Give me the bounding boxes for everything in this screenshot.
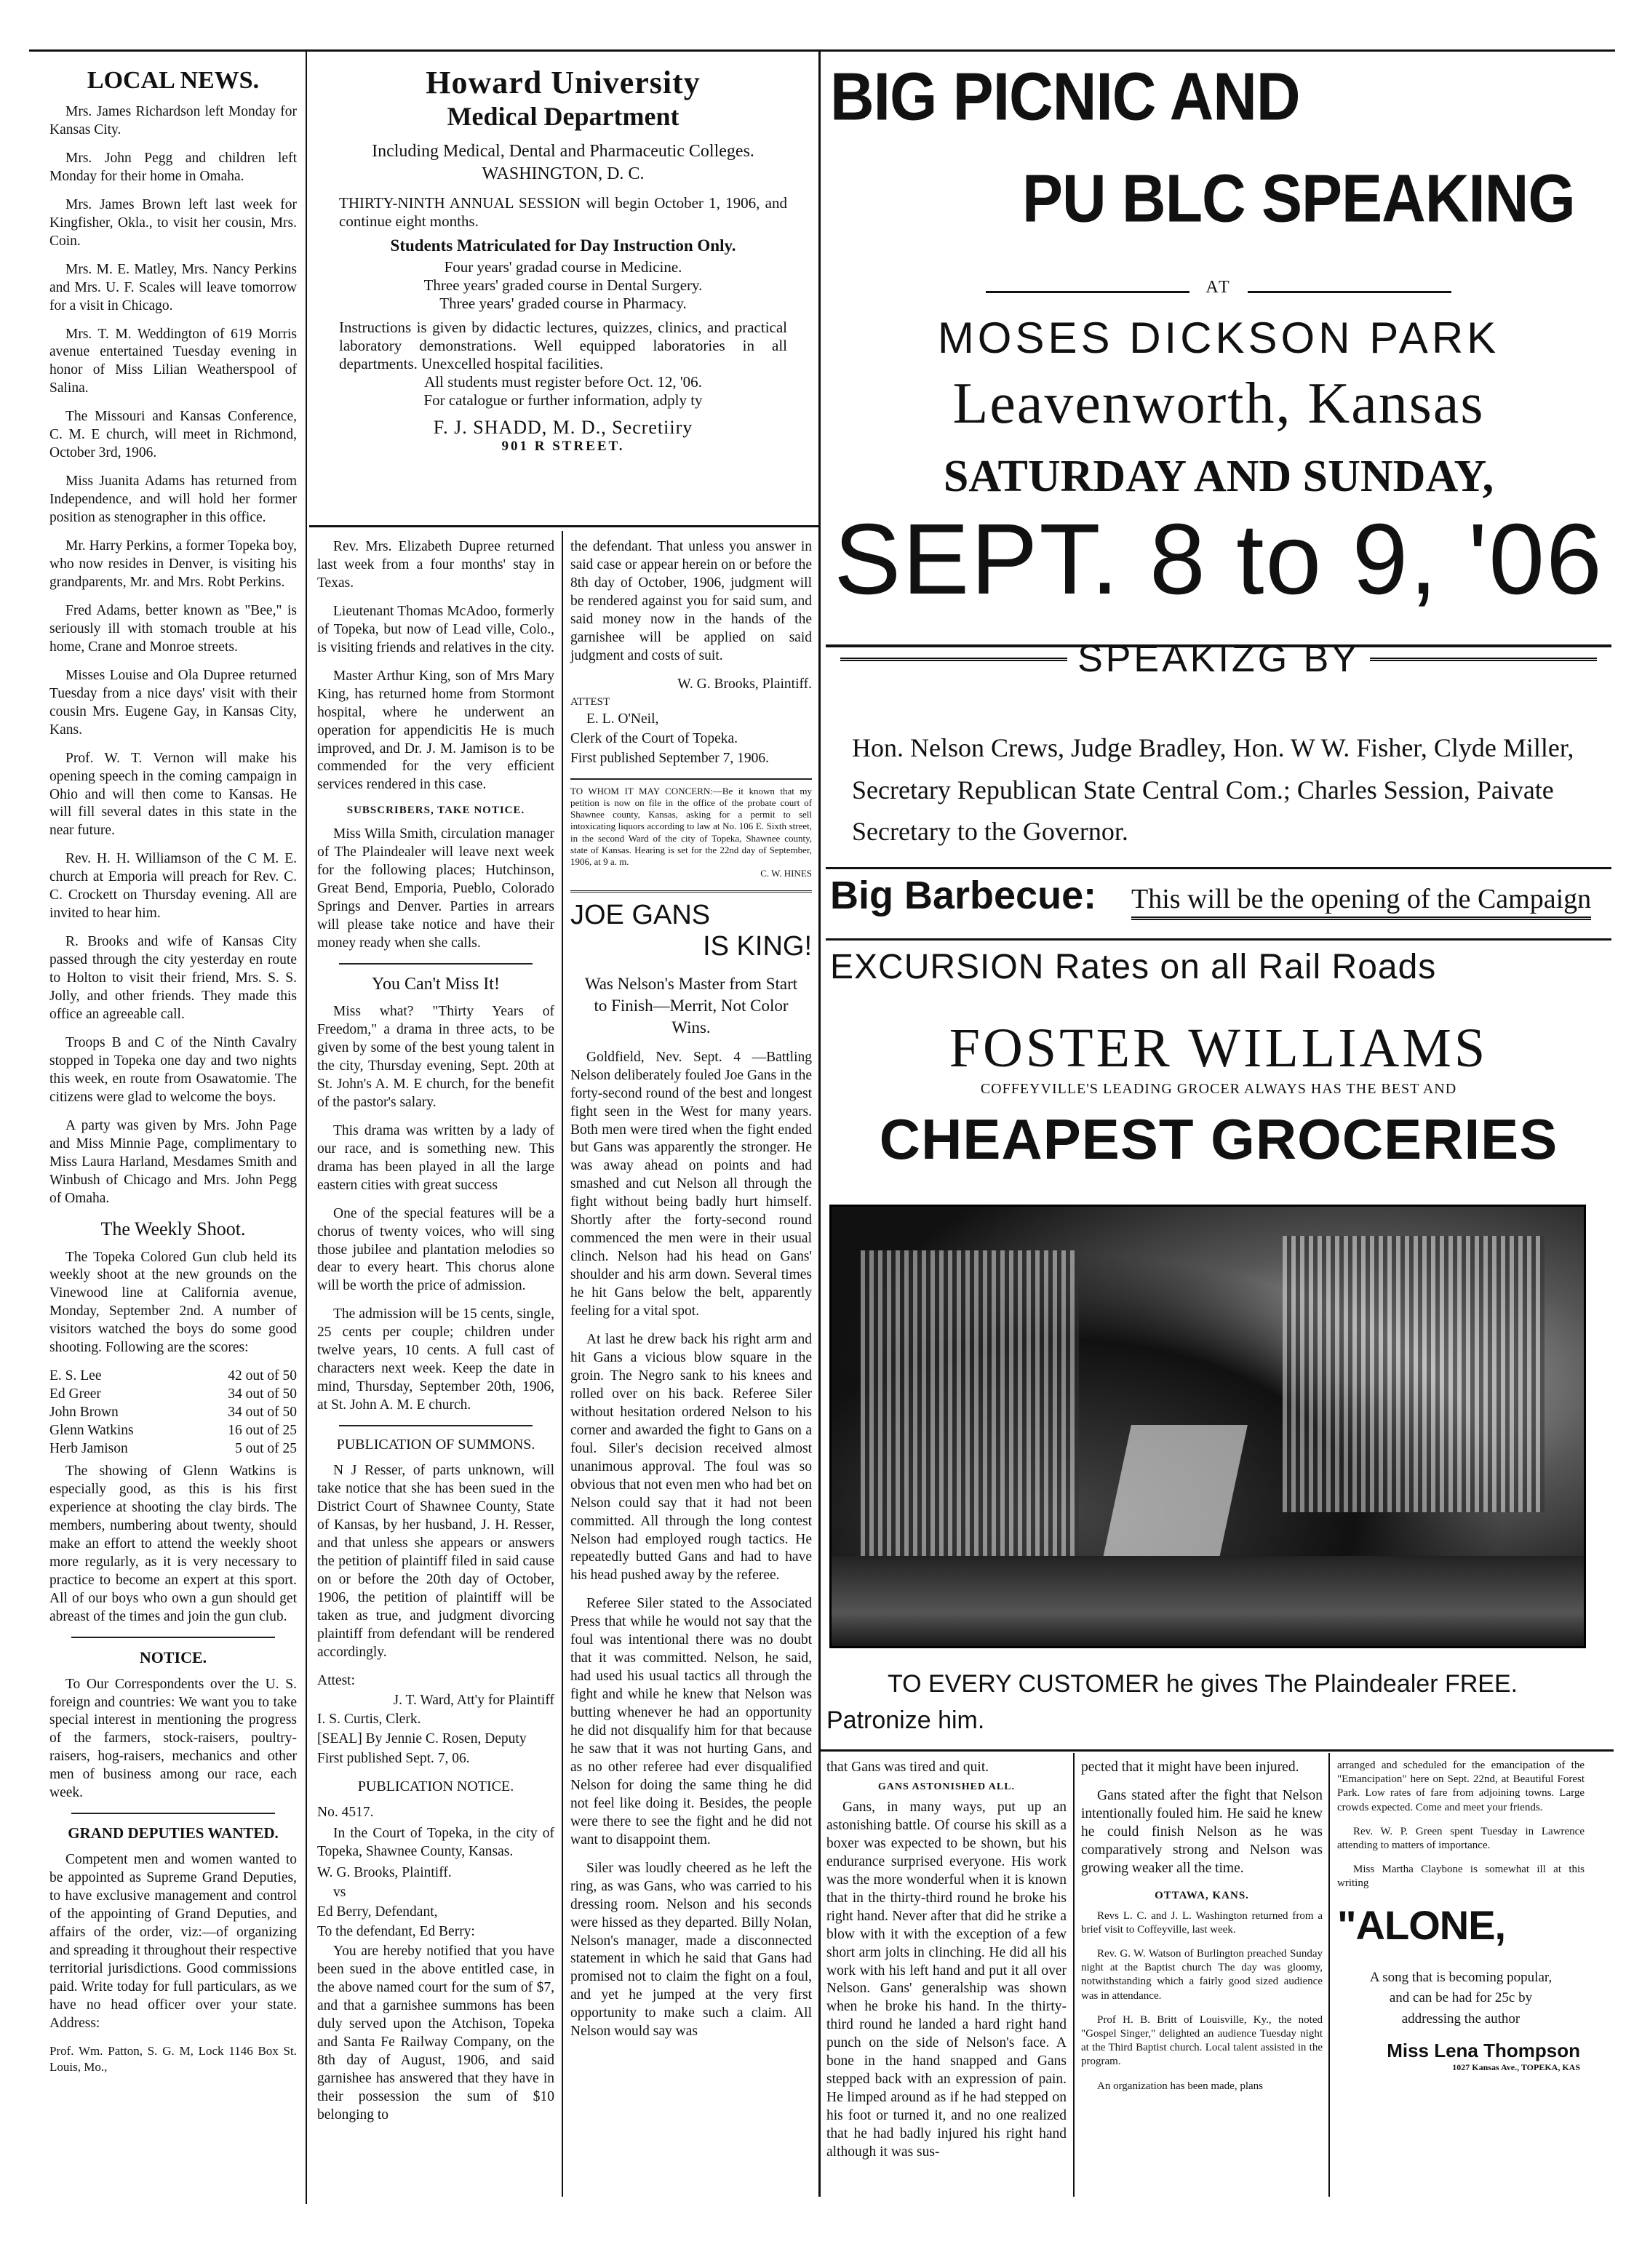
concern-notice: TO WHOM IT MAY CONCERN:—Be it known that my petition is now on file in the office of the probate court of Shawnee county, Kansas, asking for a permit to sell intoxicating liquors according to law at No. 106 E. Sixth street, in the second Ward of the city of Topeka, Shawnee county, state of Kansas. Hearing is set for the 22nd day of September, 1906, at 9 a. m.: [570, 785, 812, 868]
speaking-rule-right: [1370, 658, 1597, 661]
score-row: John Brown 34 out of 50: [49, 1405, 297, 1421]
article-paragraph: At last he drew back his right arm and hit Gans a vicious blow square in the groin. The Negro sank to his knees and rolled over on his back. Referee Siler without hesitation ordered Nelson to his corner and awarded the fight to Gans on a foul. Siler's decision received almost unanimous approval. The foul was so obvious that not even men who had bet on Nelson could say that it had not been committed. All through the long contest Nelson had employed rough tactics. He repeatedly butted Gans and had to have his head pushed away by the referee.: [570, 1332, 812, 1584]
foster-williams-ad: [826, 1018, 1611, 1173]
excursion-rates: EXCURSION Rates on all Rail Roads: [830, 948, 1437, 986]
grocery-store-photo: [829, 1205, 1586, 1648]
publication-notice-title: PUBLICATION NOTICE.: [357, 1778, 514, 1795]
foster-name: FOSTER WILLIAMS: [949, 1018, 1488, 1079]
ottawa-head: OTTAWA, KANS.: [1155, 1889, 1249, 1901]
howard-instructions: Instructions is given by didactic lectures, quizzes, clinics, and practical laboratory demonstrations. Well equipped laboratories in all departments. Unexcelled hospital facilities.: [339, 319, 787, 372]
news-item: Rev. G. W. Watson of Burlington preached Sunday night at the Baptist church The day was gloomy, notwithstanding which a fairly good sized audience was in attendance.: [1081, 1948, 1323, 2002]
notice-title: NOTICE.: [139, 1648, 207, 1666]
publication-notice-defendant: Ed Berry, Defendant,: [317, 1904, 438, 1920]
alone-address: 1027 Kansas Ave., TOPEKA, KAS: [1452, 2062, 1580, 2072]
notice-text: To Our Correspondents over the U. S. foreign and countries: We want you to take special interest in mentioning the progress of the farmers, stock-raisers, poultry-raisers, hog-raisers, mechanics and other men of business among our race, each week.: [49, 1676, 297, 1801]
picnic-line-2: PU BLC SPEAKING: [1022, 161, 1575, 236]
column-rule-3: [818, 51, 821, 2197]
news-item: arranged and scheduled for the emancipation of the "Emancipation" here on Sept. 22nd, at Beautiful Forest Park. Low rates of fare from adjoining towns. Large crowds expected. Come and meet your friends.: [1337, 1760, 1585, 1813]
legal-signature: W. G. Brooks, Plaintiff.: [677, 676, 812, 692]
column-rule-1: [306, 51, 307, 2204]
howard-register: All students must register before Oct. 12, '06.: [424, 373, 702, 391]
publication-clerk: I. S. Curtis, Clerk.: [317, 1712, 421, 1728]
grand-deputies-signature: Prof. Wm. Patton, S. G. M, Lock 1146 Box St. Louis, Mo.,: [49, 2043, 297, 2074]
news-item: Mrs. John Pegg and children left Monday for their home in Omaha.: [49, 150, 297, 184]
barbecue-rule: [826, 938, 1611, 941]
legal-continued: the defendant. That unless you answer in said case or appear herein on or before the 8th day of October, 1906, judgment will be rendered against you for said sum, and said money now in the hands of the garnishee will be applied on said judgment and costs of suit.: [570, 539, 812, 663]
column-rule-5: [1328, 1753, 1330, 2197]
article-paragraph: Siler was loudly cheered as he left the ring, as was Gans, who was carried to his dressing room. Nelson and his seconds were hissed as they departed. Billy Nolan, Nelson's manager, made a disconnected statement in which he said that Gans had promised not to claim the fight on a foul, and yet he jumped at the very first opportunity to make such a claim. All Nelson would say was: [570, 1860, 812, 2040]
cant-miss-text: One of the special features will be a chorus of twenty voices, who will sing those jubilee and plantation melodies so dear to every heart. This chorus alone will be worth the price of admission.: [317, 1205, 554, 1294]
cant-miss-text: The admission will be 15 cents, single, 25 cents per couple; children under twelve years, 10 cents. A full cast of characters next week. Keep the date in mind, Thursday, September 20th, 1906, at St. John A. M. E church.: [317, 1306, 554, 1413]
clerk-first-published: First published September 7, 1906.: [570, 750, 769, 766]
howard-including: Including Medical, Dental and Pharmaceutic Colleges.: [372, 142, 754, 161]
photo-shelves-right: [1283, 1236, 1545, 1512]
howard-course: Three years' graded course in Dental Surgery.: [423, 276, 703, 294]
howard-catalogue: For catalogue or further information, adply ty: [423, 391, 703, 409]
article-paragraph: Referee Siler stated to the Associated Press that while he would not say that the foul was intentional there was no doubt that it was committed. Nelson, he said, had used his usual tactics all through the fight and while he knew that Nelson was butting whenever he had an opportunity he did not disqualify him for that because he saw that it was not hurting Gans, and as no other referee had ever disqualified Nelson for doing the same thing he did not feel like doing it. Besides, the people were there to see the fight and he did not want to disappoint them.: [570, 1596, 812, 1848]
alone-title: "ALONE,: [1337, 1901, 1506, 1948]
gans-astonished-head: GANS ASTONISHED ALL.: [877, 1781, 1016, 1792]
publication-notice-court: In the Court of Topeka, in the city of Topeka, Shawnee County, Kansas.: [317, 1826, 554, 1860]
foster-tagline: COFFEYVILLE'S LEADING GROCER ALWAYS HAS THE BEST AND: [980, 1080, 1457, 1097]
article-paragraph: Gans stated after the fight that Nelson intentionally fouled him. He said he knew he could finish Nelson as he was comparatively strong and Nelson was growing weaker all the time.: [1081, 1787, 1323, 1876]
column-two: [317, 538, 554, 2135]
photo-counter: [832, 1556, 1586, 1648]
column-rule-4: [1073, 1753, 1075, 2197]
speakers-rule: [826, 867, 1611, 869]
cant-miss-text: Miss what? "Thirty Years of Freedom," a drama in three acts, to be given by some of the best young talent in the city, Thursday evening, Sept. 20th at St. John's A. M. E church, for the benefit of the pastor's salary.: [317, 1004, 554, 1110]
publication-attest: Attest:: [317, 1672, 355, 1688]
divider: [71, 1637, 275, 1638]
picnic-line-1: BIG PICNIC AND: [830, 59, 1300, 135]
publication-notice-number: No. 4517.: [317, 1805, 374, 1821]
news-item: A party was given by Mrs. John Page and Miss Minnie Page, complimentary to Miss Laura Harland, Mesdames Smith and Winbush of Chicago and Mrs. John Pegg of Omaha.: [49, 1117, 297, 1206]
howard-students: Students Matriculated for Day Instruction Only.: [390, 236, 736, 255]
cant-miss-text: This drama was written by a lady of our race, and is something new. This drama has been played in all the large eastern cities with great success: [317, 1122, 554, 1193]
howard-signature: F. J. SHADD, M. D., Secretiiry: [433, 417, 693, 438]
howard-course: Four years' gradad course in Medicine.: [444, 258, 682, 276]
concern-signature: C. W. HINES: [760, 868, 812, 879]
cant-miss-title: You Can't Miss It!: [372, 975, 500, 994]
news-item: Troops B and C of the Ninth Cavalry stopped in Topeka one day and two nights this week, en route from Osawatomie. The citizens were glad to welcome the boys.: [49, 1034, 297, 1105]
news-item: An organization has been made, plans: [1097, 2080, 1263, 2092]
divider: [339, 1425, 533, 1426]
news-item: R. Brooks and wife of Kansas City passed through the city yesterday en route to Holton to visit their friend, Mrs. S. S. Jolly, and other friends. They made this office an agreeable call.: [49, 934, 297, 1022]
publication-summons-text: N J Resser, of parts unknown, will take notice that she has been sued in the District Court of Shawnee County, State of Kansas, by her husband, J. H. Resser, and that unless she appears or answers the petition of plaintiff filed in said cause on or before the 20th day of October, 1906, the petition of plaintiff will be taken as true, and judgment divorcing plaintiff from defendant will be rendered accordingly.: [317, 1463, 554, 1660]
ad-bottom-rule: [821, 1749, 1614, 1752]
news-item: Master Arthur King, son of Mrs Mary King, has returned home from Stormont hospital, where he underwent an operation for appendicitis He is much improved, and Dr. J. M. Jamison is to be commended for the very efficient services rendered in this case.: [317, 668, 554, 793]
news-item: Mrs. T. M. Weddington of 619 Morris avenue entertained Tuesday evening in honor of Miss Lilian Weatherspool of Salina.: [49, 326, 297, 396]
barbecue-label: Big Barbecue:: [830, 874, 1097, 917]
barbecue-note: This will be the opening of the Campaign: [1131, 883, 1591, 920]
news-item: Fred Adams, better known as "Bee," is seriously ill with stomach trouble at his home, Crane and Monroe streets.: [49, 602, 297, 655]
alone-song: A song that is becoming popular, and can be had for 25c by addressing the author: [1369, 1969, 1553, 2027]
howard-course: Three years' graded course in Pharmacy.: [439, 295, 687, 312]
photo-shelves-left: [861, 1250, 1079, 1556]
picnic-days: SATURDAY AND SUNDAY,: [943, 452, 1494, 501]
gans-continued-column: [826, 1759, 1067, 2172]
speakers-list: Hon. Nelson Crews, Judge Bradley, Hon. W W. Fisher, Clyde Miller, Secretary Republican State Central Com.; Charles Session, Paivate Secretary to the Governor.: [852, 733, 1574, 847]
news-item: Revs L. C. and J. L. Washington returned from a brief visit to Coffeyville, last week.: [1081, 1909, 1323, 1936]
grand-deputies-text: Competent men and women wanted to be appointed as Supreme Grand Deputies, to have exclusive management and control of the appointing of Grand Deputies, and affairs of the order, viz:—of organizing and spreading it throughout their respective territorial jurisdictions. Good commissions paid. Write today for full particulars, as we have no head officer over your state. Address:: [49, 1852, 297, 2031]
howard-subtitle: Medical Department: [447, 102, 679, 131]
alone-author: Miss Lena Thompson: [1387, 2040, 1580, 2061]
picnic-at: AT: [1205, 278, 1232, 297]
news-item: Misses Louise and Ola Dupree returned Tuesday from a nice days' visit with their cousin Mrs. Eugene Gay, in Kansas City, Kans.: [49, 667, 297, 738]
foster-customer-line: [888, 1670, 1608, 1698]
joe-gans-headline-2: IS KING!: [703, 931, 812, 962]
at-rule-right: [1248, 291, 1451, 293]
publication-notice-plaintiff: W. G. Brooks, Plaintiff.: [317, 1865, 452, 1881]
news-item: Rev. Mrs. Elizabeth Dupree returned last week from a four months' stay in Texas.: [317, 539, 554, 591]
top-rule: [29, 49, 1615, 52]
speaking-rule-left: [840, 658, 1067, 661]
joe-gans-headline: JOE GANS: [570, 899, 711, 930]
howard-ad: [317, 64, 809, 455]
picnic-date: SEPT. 8 to 9, '06: [834, 503, 1603, 615]
article-paragraph: Gans, in many ways, put up an astonishing battle. Of course his skill as a boxer was expected to be shown, but his endurance surprised everyone. His work was the more wonderful when it is known that in the thirty-third round he broke his right hand. Never after that did he strike a blow with it with the exception of a few short arm jolts in clinching. He did all his work with his left hand and put it all over Nelson. Gans' generalship was shown when he broke his hand. In the thirty-third round he landed a hard right hand punch on the side of Nelson's face. A bone in the hand snapped and Gans stepped back with an expression of pain. He limped around as if he had stepped on his foot or turned it, and no one realized that he had badly injured his right hand although it was sus-: [826, 1799, 1067, 2160]
article-paragraph: that Gans was tired and quit.: [826, 1760, 989, 1775]
divider: [570, 890, 812, 893]
alone-column: [1337, 1759, 1585, 2073]
local-news-title: LOCAL NEWS.: [87, 67, 260, 94]
foster-patronize: Patronize him.: [826, 1706, 985, 1734]
clerk-title: Clerk of the Court of Topeka.: [570, 730, 738, 746]
howard-session: THIRTY-NINTH ANNUAL SESSION will begin October 1, 1906, and continue eight months.: [339, 194, 787, 230]
score-row: E. S. Lee 42 out of 50: [49, 1368, 297, 1384]
news-item: Miss Juanita Adams has returned from Independence, and will hold her former position as stenographer in this office.: [49, 474, 297, 526]
publication-attorney: J. T. Ward, Att'y for Plaintiff: [393, 1692, 554, 1708]
column-rule-2: [562, 531, 563, 2197]
news-item: Miss Martha Claybone is somewhat ill at this writing: [1337, 1864, 1585, 1890]
howard-bottom-rule: [309, 525, 818, 527]
clerk-name: E. L. O'Neil,: [586, 711, 659, 727]
score-row: Ed Greer 34 out of 50: [49, 1386, 297, 1402]
joe-gans-subhead: Was Nelson's Master from Start to Finish—Merrit, Not Color Wins.: [584, 975, 798, 1037]
news-item: Lieutenant Thomas McAdoo, formerly of Topeka, but now of Lead ville, Colo., is visiting friends and relatives in the city.: [317, 603, 554, 655]
ottawa-column: [1081, 1759, 1323, 2104]
news-item: Mrs. James Brown left last week for Kingfisher, Okla., to visit her cousin, Mrs. Coin.: [49, 196, 297, 249]
howard-address: 901 R STREET.: [501, 439, 625, 454]
news-item: Prof H. B. Britt of Louisville, Ky., the noted "Gospel Singer," delighted an audience Tuesday night at the Third Baptist church. Local talent assisted in the program.: [1081, 2013, 1323, 2068]
news-item: Mr. Harry Perkins, a former Topeka boy, who now resides in Denver, is visiting his grandparents, Mr. and Mrs. Robt Perkins.: [49, 538, 297, 590]
howard-title: Howard University: [426, 65, 701, 100]
news-item: Mrs. M. E. Matley, Mrs. Nancy Perkins and Mrs. U. F. Scales will leave tomorrow for a visit in Chicago.: [49, 261, 297, 314]
speaking-by: SPEAKIZG BY: [1077, 638, 1360, 680]
score-row: Herb Jamison 5 out of 25: [49, 1441, 297, 1457]
divider: [570, 778, 812, 780]
publication-notice-to: To the defendant, Ed Berry:: [317, 1924, 475, 1940]
score-row: Glenn Watkins 16 out of 25: [49, 1423, 297, 1439]
weekly-shoot-intro: The Topeka Colored Gun club held its weekly shoot at the new grounds on the Vinewood line at California avenue, Monday, September 2nd. A number of visitors watched the boys do some good shooting. Following are the scores:: [49, 1249, 297, 1356]
subscribers-title: SUBSCRIBERS, TAKE NOTICE.: [346, 804, 525, 817]
grand-deputies-title: GRAND DEPUTIES WANTED.: [68, 1824, 279, 1842]
news-item: Mrs. James Richardson left Monday for Kansas City.: [49, 104, 297, 137]
subscribers-text: Miss Willa Smith, circulation manager of The Plaindealer will leave next week for the following places; Hutchinson, Great Bend, Emporia, Pueblo, Colorado Springs and Denver. Parties in arrears will please take notice and have their money ready when she calls.: [317, 826, 554, 951]
weekly-shoot-title: The Weekly Shoot.: [100, 1218, 246, 1239]
publication-first: First published Sept. 7, 06.: [317, 1751, 470, 1767]
publication-notice-text: You are hereby notified that you have been sued in the above entitled case, in the above named court for the sum of $7, and that a garnishee summons has been duly served upon the Atchison, Topeka and Santa Fe Railway Company, on the 8th day of August, 1906, and said garnishee has answered that they have in their possession the sum of $10 belonging to: [317, 1944, 554, 2123]
publication-summons-title: PUBLICATION OF SUMMONS.: [336, 1437, 535, 1453]
news-item: Rev. W. P. Green spent Tuesday in Lawrence attending to matters of importance.: [1337, 1825, 1585, 1851]
news-item: Prof. W. T. Vernon will make his opening speech in the coming campaign in Ohio and will then come to Kansas. He will fill several dates in this state in the near future.: [49, 750, 297, 839]
local-news-column: [49, 64, 297, 2085]
foster-cheapest: CHEAPEST GROCERIES: [879, 1106, 1558, 1171]
howard-location: WASHINGTON, D. C.: [482, 164, 645, 183]
publication-notice-vs: vs: [333, 1885, 346, 1901]
divider: [339, 963, 533, 965]
article-paragraph: Goldfield, Nev. Sept. 4 —Battling Nelson deliberately fouled Joe Gans in the forty-second round of the best and longest fight seen in the West for many years. Both men were tired when the fight ended but Gans was apparently the stronger. He was away ahead on points and had smashed and cut Nelson all through the fight without being badly hurt himself. Shortly after the forty-second round commenced the men were in their usual clinch. Nelson had his head on Gans' shoulder and his arm down. Several times he hit Gans below the belt, apparently feeling for a vital spot.: [570, 1049, 812, 1319]
news-item: Rev. H. H. Williamson of the C M. E. church at Emporia will preach for Rev. C. C. Crockett on Thursday evening. All are invited to hear him.: [49, 851, 297, 922]
weekly-shoot-outro: The showing of Glenn Watkins is especially good, as this is his first experience at shooting the clay birds. The members, numbering about twenty, should make an effort to attend the weekly shoot more regularly, as it is very necessary to practice to become an expert at this sport. All of our boys who own a gun should get abreast of the times and join the gun club.: [49, 1464, 297, 1624]
column-three: [570, 538, 812, 2051]
news-item: The Missouri and Kansas Conference, C. M. E church, will meet in Richmond, October 3rd, 1906.: [49, 409, 297, 461]
picnic-city: Leavenworth, Kansas: [952, 372, 1485, 436]
picnic-ad: [826, 58, 1611, 1004]
legal-attest: ATTEST: [570, 695, 610, 708]
article-paragraph: pected that it might have been injured.: [1081, 1760, 1299, 1775]
scores-table: [49, 1367, 297, 1458]
picnic-park: MOSES DICKSON PARK: [937, 314, 1500, 362]
speaking-banner: [840, 637, 1597, 681]
divider: [71, 1813, 275, 1814]
publication-seal: [SEAL] By Jennie C. Rosen, Deputy: [317, 1731, 527, 1747]
at-rule-left: [986, 291, 1189, 293]
foster-every-customer: TO EVERY CUSTOMER he gives The Plaindealer FREE.: [888, 1670, 1518, 1698]
